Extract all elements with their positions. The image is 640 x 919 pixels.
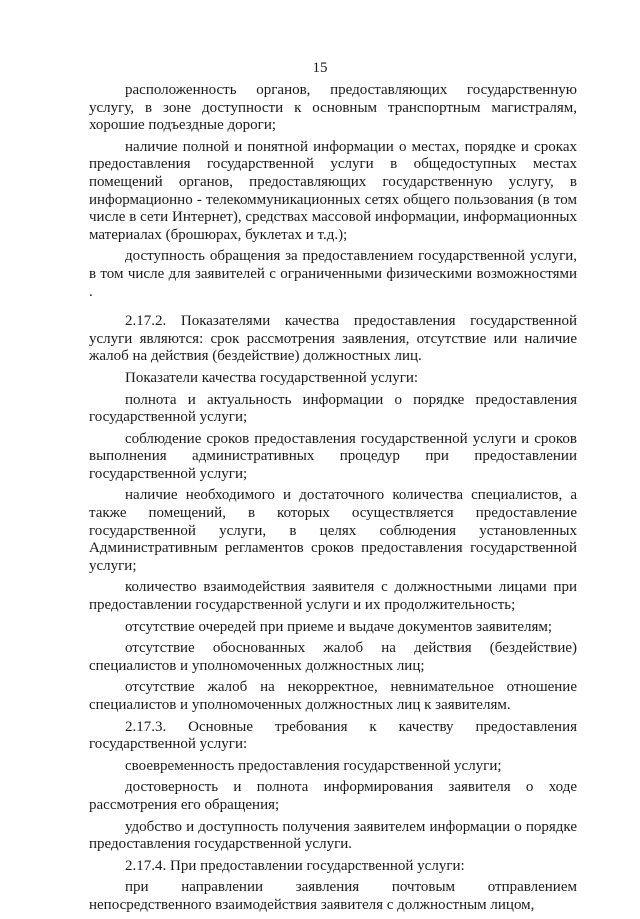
paragraph: отсутствие очередей при приеме и выдаче документов заявителям; [125, 618, 553, 635]
paragraph: при направлении заявления почтовым отправлением непосредственного взаимодействия заявителя с должностным лицом, [89, 879, 577, 913]
paragraph: своевременность предоставления государственной услуги; [125, 757, 502, 774]
paragraph: отсутствие жалоб на некорректное, невнимательное отношение специалистов и уполномоченных должностных лиц к заявителям. [89, 679, 577, 713]
paragraph: удобство и доступность получения заявителем информации о порядке предоставления государственной услуги. [89, 818, 577, 853]
paragraph: отсутствие обоснованных жалоб на действия (бездействие) специалистов и уполномоченных должностных лиц; [89, 640, 577, 674]
paragraph: расположенность органов, предоставляющих государственную услугу, в зоне доступности к основным транспортным магистралям, хорошие подъездные дороги; [89, 82, 577, 134]
page-number: 15 [312, 60, 328, 76]
paragraph: Показатели качества государственной услуги: [125, 369, 419, 386]
paragraph: полнота и актуальность информации о порядке предоставления государственной услуги; [89, 391, 577, 426]
paragraph: наличие необходимого и достаточного количества специалистов, а также помещений, в которых осуществляется предоставление государственной услуги, в целях соблюдения установленных Административным регламентов сроков предоставления государственной услуги; [89, 487, 577, 574]
paragraph: 2.17.2. Показателями качества предоставления государственной услуги являются: срок рассмотрения заявления, отсутствие или наличие жалоб на действия (бездействие) должностных лиц. [89, 313, 577, 365]
paragraph: достоверность и полнота информирования заявителя о ходе рассмотрения его обращения; [89, 779, 577, 813]
paragraph: 2.17.3. Основные требования к качеству предоставления государственной услуги: [89, 718, 577, 753]
paragraph: наличие полной и понятной информации о местах, порядке и сроках предоставления государственной услуги в общедоступных местах помещений органов, предоставляющих государственную услугу, в информационно - телекоммуникационных сетях общего пользования (в том числе в сети Интернет), средствах массовой информации, информационных материалах (брошюрах, буклетах и т.д.); [89, 138, 577, 243]
document-body [89, 82, 577, 919]
paragraph: количество взаимодействия заявителя с должностными лицами при предоставлении государственной услуги и их продолжительность; [89, 579, 577, 614]
paragraph: соблюдение сроков предоставления государственной услуги и сроков выполнения административных процедур при предоставлении государственной услуги; [89, 430, 577, 482]
paragraph: доступность обращения за предоставлением государственной услуги, в том числе для заявителей с ограниченными физическими возможностями . [89, 248, 577, 300]
paragraph-gap [89, 305, 577, 313]
paragraph: 2.17.4. При предоставлении государственной услуги: [125, 857, 465, 874]
